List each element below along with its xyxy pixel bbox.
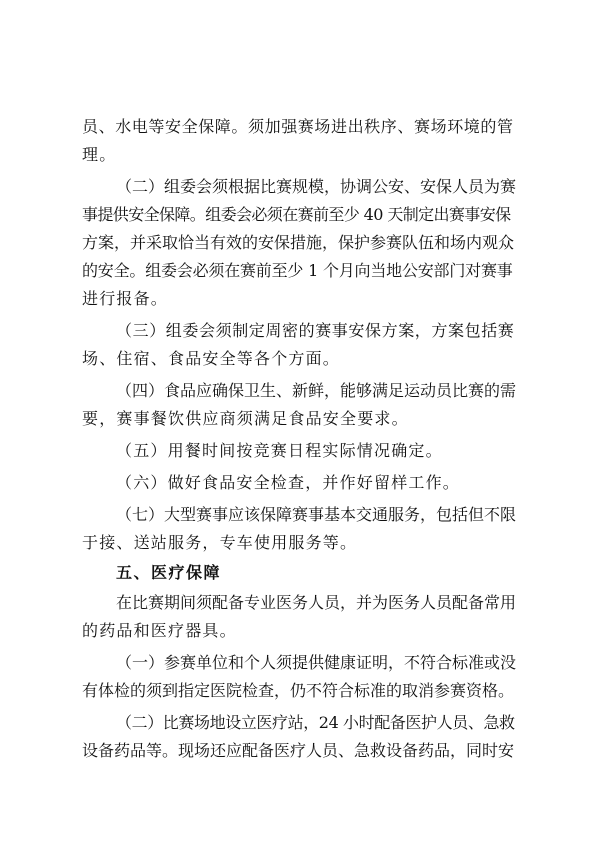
paragraph-item-4-line-1: （四）食品应确保卫生、新鲜，能够满足运动员比赛的需 [116, 381, 517, 400]
paragraph-item-2-line-4: 的安全。组委会必须在赛前至少 1 个月向当地公安部门对赛事 [82, 261, 513, 280]
paragraph-medical-intro-line-2: 的药品和医疗器具。 [82, 621, 237, 640]
paragraph-medical-2-line-2: 设备药品等。现场还应配备医疗人员、急救设备药品，同时安 [82, 741, 515, 760]
paragraph-item-7-line-2: 于接、送站服务，专车使用服务等。 [82, 533, 358, 552]
paragraph-item-5-line-1: （五）用餐时间按竞赛日程实际情况确定。 [116, 441, 443, 460]
paragraph-medical-1-line-1: （一）参赛单位和个人须提供健康证明，不符合标准或没 [116, 653, 517, 672]
section-heading-medical: 五、医疗保障 [116, 563, 222, 582]
paragraph-item-3-line-1: （三）组委会须制定周密的赛事安保方案，方案包括赛 [116, 321, 515, 340]
paragraph-item-2-line-5: 进行报备。 [82, 289, 169, 308]
paragraph-item-6-line-1: （六）做好食品安全检查，并作好留样工作。 [116, 473, 461, 492]
paragraph-item-2-line-3: 方案，并采取恰当有效的安保措施，保护参赛队伍和场内观众 [82, 233, 515, 252]
paragraph-item-2-line-2: 事提供安全保障。组委会必须在赛前至少 40 天制定出赛事安保 [82, 205, 511, 224]
paragraph-item-3-line-2: 场、住宿、食品安全等各个方面。 [82, 349, 341, 368]
paragraph-medical-intro-line-1: 在比赛期间须配备专业医务人员，并为医务人员配备常用 [116, 593, 517, 612]
paragraph-security-cont-line-1: 员、水电等安全保障。须加强赛场进出秩序、赛场环境的管 [82, 117, 514, 136]
paragraph-medical-2-line-1: （二）比赛场地设立医疗站，24 小时配备医护人员、急救 [116, 713, 515, 732]
paragraph-item-4-line-2: 要，赛事餐饮供应商须满足食品安全要求。 [82, 409, 409, 428]
paragraph-item-2-line-1: （二）组委会须根据比赛规模，协调公安、安保人员为赛 [116, 177, 517, 196]
paragraph-security-cont-line-2: 理。 [82, 145, 117, 164]
paragraph-medical-1-line-2: 有体检的须到指定医院检查，仍不符合标准的取消参赛资格。 [82, 681, 515, 700]
paragraph-item-7-line-1: （七）大型赛事应该保障赛事基本交通服务，包括但不限 [116, 505, 517, 524]
